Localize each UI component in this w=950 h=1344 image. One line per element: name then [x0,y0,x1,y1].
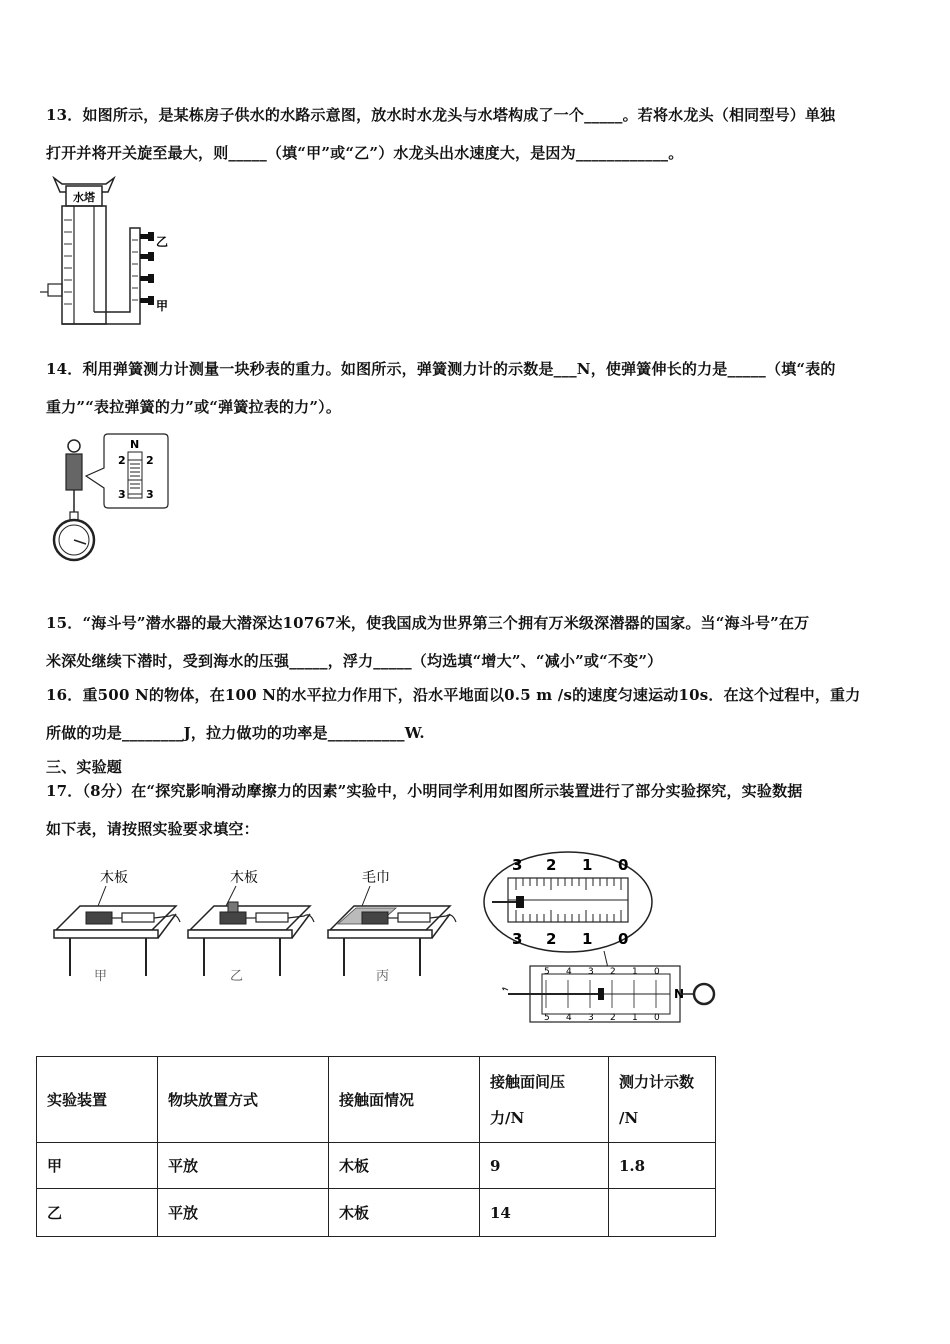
q16-line1: 16．重500 N的物体，在100 N的水平拉力作用下，沿水平地面以0.5 m /s的速度匀速运动10s．在这个过程中，重力 [46,686,861,704]
scale-tick-3-right: 3 [146,488,154,501]
meter-bottom-3: 3 [588,1013,594,1023]
force-meter-figure [478,850,728,1030]
zoom-top-3: 3 [512,856,523,874]
q13-line2: 打开并将开关旋至最大，则_____（填“甲”或“乙”）水龙头出水速度大，是因为____________。 [46,144,684,162]
setup-a [54,869,180,984]
meter-bottom-4: 4 [566,1013,572,1023]
q16-line2: 所做的功是________J，拉力做功的功率是__________W. [46,724,425,742]
table-row [37,1189,716,1237]
cell-setup: 甲 [37,1143,158,1189]
meter-top-1: 1 [632,967,638,977]
q13-line1: 13．如图所示，是某栋房子供水的水路示意图，放水时水龙头与水塔构成了一个_____。若将水龙头（相同型号）单独 [46,106,836,124]
cell-surface: 木板 [329,1143,480,1189]
meter-bottom-2: 2 [610,1013,616,1023]
meter-bottom-0: 0 [654,1013,660,1023]
q14-line2: 重力”“表拉弹簧的力”或“弹簧拉表的力”）。 [46,398,342,416]
header-reading-part1: 测力计示数 [619,1072,695,1091]
setup-b [188,869,314,984]
zoom-top-2: 2 [546,856,557,874]
header-pressure-part1: 接触面间压 [490,1072,566,1091]
q15-line1: 15．“海斗号”潜水器的最大潜深达10767米，使我国成为世界第三个拥有万米级深潜器的国家。当“海斗号”在万 [46,614,810,632]
surface-label-b: 木板 [230,870,258,886]
table-row [37,1143,716,1189]
header-cell-setup: 实验装置 [37,1057,158,1143]
tap-label-top: 乙 [156,235,169,249]
meter-unit: N [674,987,685,1001]
meter-top-3: 3 [588,967,594,977]
zoom-bottom-3: 3 [512,930,523,948]
header-pressure-part2: 力/N [490,1108,525,1127]
meter-bottom-5: 5 [544,1013,550,1023]
cell-reading: 1.8 [609,1143,716,1189]
header-cell-pressure [480,1057,609,1143]
meter-top-0: 0 [654,967,660,977]
zoom-top-1: 1 [582,856,593,874]
scale-tick-2-left: 2 [118,454,126,467]
header-cell-placement: 物块放置方式 [158,1057,329,1143]
friction-setups-figure [50,858,480,988]
surface-label-a: 木板 [100,870,128,886]
data-table [36,1056,716,1237]
tower-label: 水塔 [73,191,95,204]
header-cell-surface: 接触面情况 [329,1057,480,1143]
surface-label-c: 毛巾 [362,870,390,886]
setup-label-b: 乙 [230,969,244,984]
cell-placement: 平放 [158,1143,329,1189]
q17-line1: 17．（8分）在“探究影响滑动摩擦力的因素”实验中，小明同学利用如图所示装置进行了部分实验探究，实验数据 [46,782,803,800]
cell-reading [609,1189,716,1237]
zoom-bottom-1: 1 [582,930,593,948]
tap-label-bottom: 甲 [156,299,169,313]
q17-line2: 如下表，请按照实验要求填空： [46,820,259,838]
cell-pressure: 14 [480,1189,609,1237]
setup-label-c: 丙 [376,969,390,984]
zoom-bottom-0: 0 [618,930,629,948]
cell-pressure: 9 [480,1143,609,1189]
table-header-row [37,1057,716,1143]
water-tower-figure [40,170,180,330]
cell-placement: 平放 [158,1189,329,1237]
meter-bottom-1: 1 [632,1013,638,1023]
header-reading-part2: /N [619,1108,639,1127]
meter-top-5: 5 [544,967,550,977]
meter-top-2: 2 [610,967,616,977]
spring-scale-figure [46,432,176,572]
scale-tick-2-right: 2 [146,454,154,467]
cell-surface: 木板 [329,1189,480,1237]
cell-setup: 乙 [37,1189,158,1237]
meter-top-4: 4 [566,967,572,977]
q14-line1: 14．利用弹簧测力计测量一块秒表的重力。如图所示，弹簧测力计的示数是___N，使弹簧伸长的力是_____（填“表的 [46,360,836,378]
header-cell-reading [609,1057,716,1143]
section-title: 三、实验题 [46,758,123,776]
scale-unit: N [130,438,140,451]
setup-label-a: 甲 [94,969,108,984]
zoom-top-0: 0 [618,856,629,874]
zoom-bottom-2: 2 [546,930,557,948]
scale-tick-3-left: 3 [118,488,126,501]
setup-c [328,869,456,984]
q15-line2: 米深处继续下潜时，受到海水的压强_____，浮力_____（均选填“增大”、“减小”或“不变”） [46,652,663,670]
